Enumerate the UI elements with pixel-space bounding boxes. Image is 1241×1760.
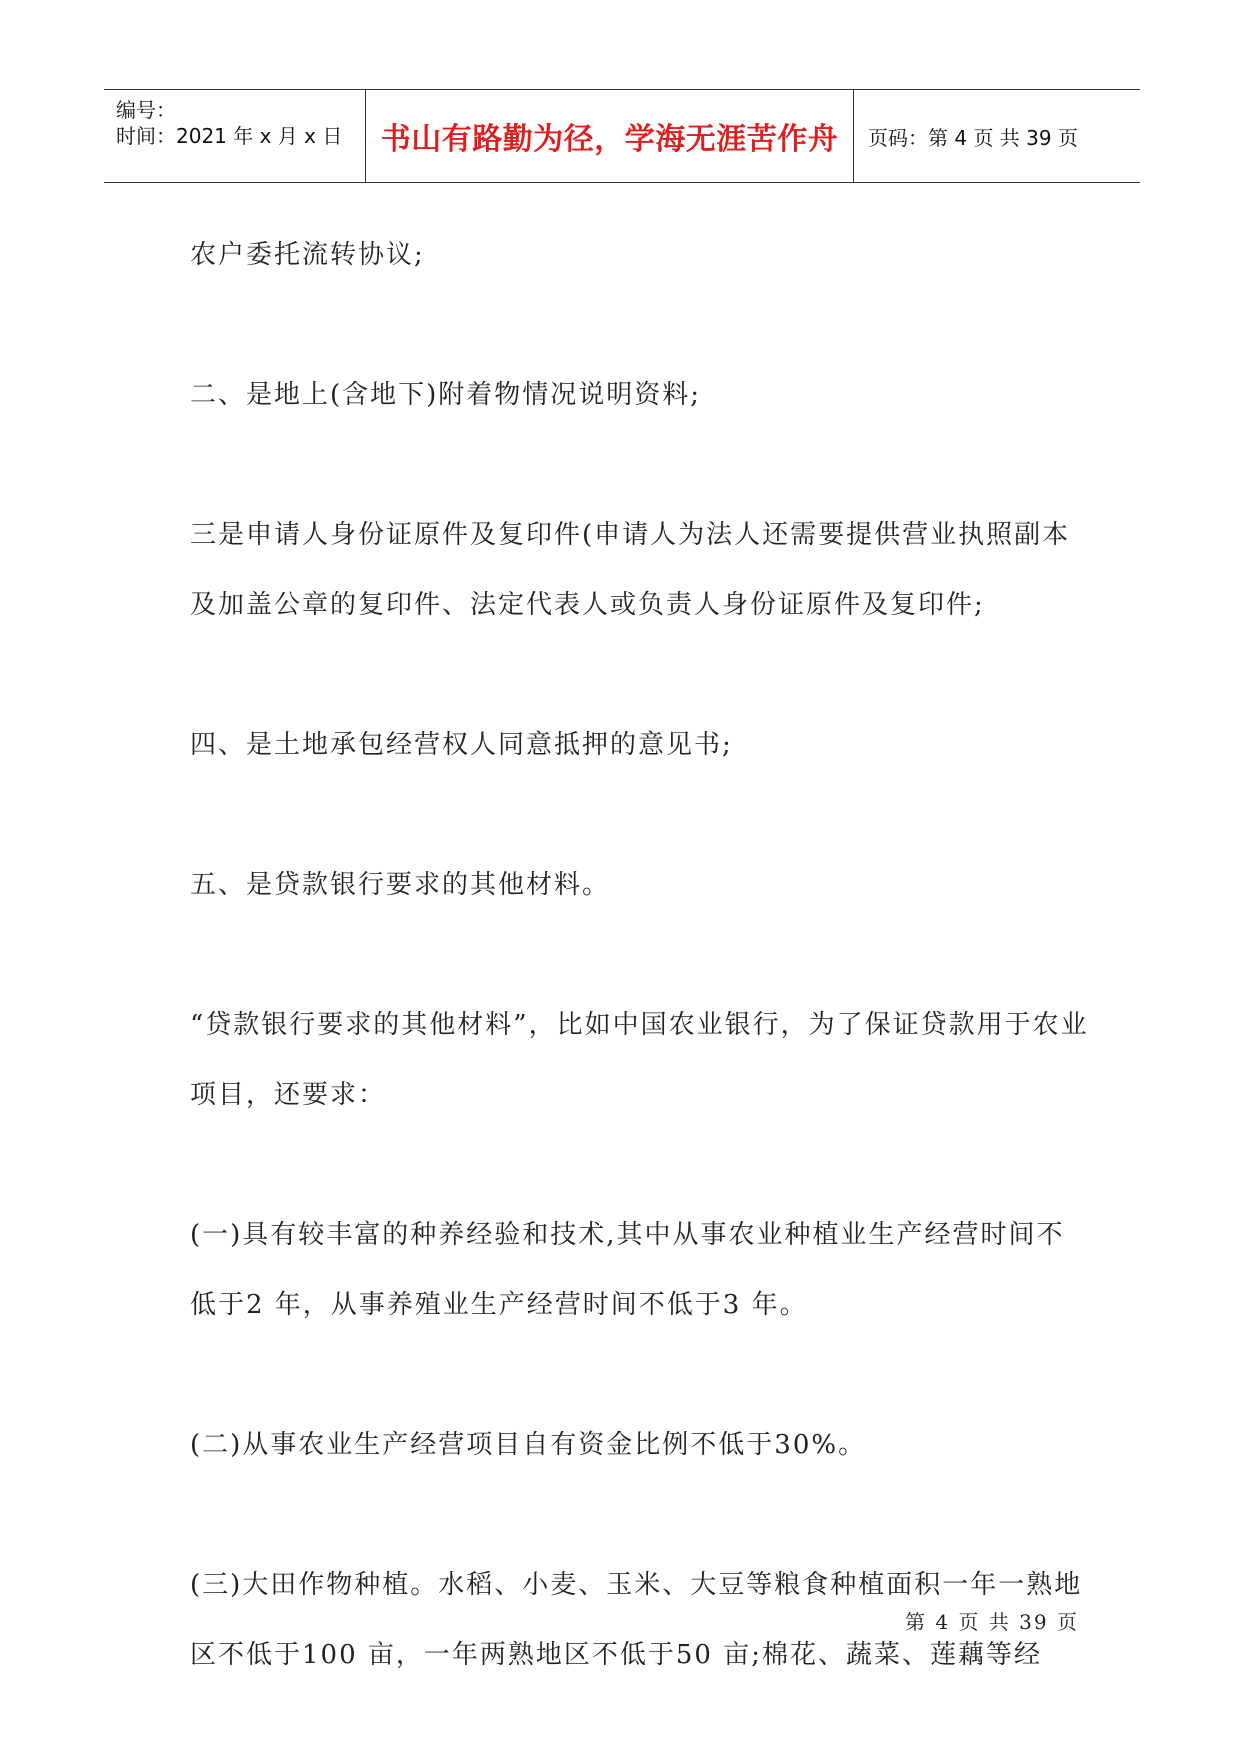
paragraph: 四、是土地承包经营权人同意抵押的意见书; [190,730,733,760]
page-header [104,89,1140,183]
paragraph: 农户委托流转协议; [190,240,425,270]
document-date-label: 时间：2021 年 x 月 x 日 [116,124,343,148]
paragraph: “贷款银行要求的其他材料”，比如中国农业银行，为了保证贷款用于农业项目，还要求： [190,1010,1089,1110]
paragraph: (一)具有较丰富的种养经验和技术,其中从事农业种植业生产经营时间不低于2 年，从事养殖业生产经营时间不低于3 年。 [190,1220,1065,1320]
paragraph: 五、是贷款银行要求的其他材料。 [190,870,611,900]
paragraph: 二、是地上(含地下)附着物情况说明资料; [190,380,702,410]
paragraph: 三是申请人身份证原件及复印件(申请人为法人还需要提供营业执照副本及加盖公章的复印件、法定代表人或负责人身份证原件及复印件; [190,520,1071,620]
header-meta [104,90,366,182]
document-body [190,220,1090,1760]
page-footer: 第 4 页 共 39 页 [905,1610,1079,1634]
paragraph: (二)从事农业生产经营项目自有资金比例不低于30%。 [190,1430,867,1460]
header-motto: 书山有路勤为径，学海无涯苦作舟 [366,90,854,182]
document-number-label: 编号： [116,98,176,122]
paragraph: (三)大田作物种植。水稻、小麦、玉米、大豆等粮食种植面积一年一熟地区不低于100 亩，一年两熟地区不低于50 亩;棉花、蔬菜、莲藕等经 [190,1570,1083,1670]
header-page-label: 页码：第 4 页 共 39 页 [868,125,1078,150]
